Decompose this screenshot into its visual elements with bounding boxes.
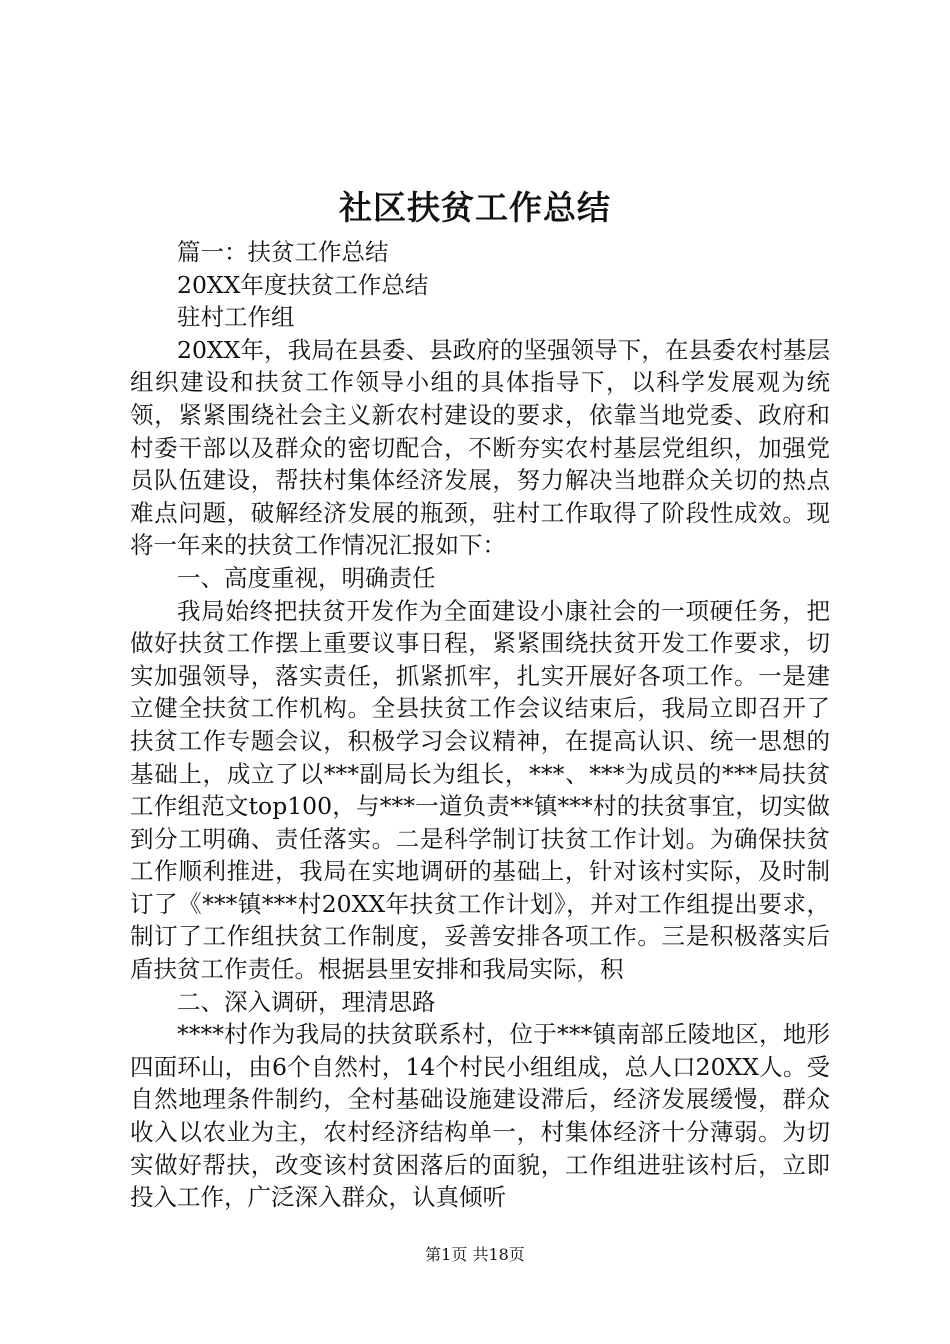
document-title: 社区扶贫工作总结 xyxy=(339,188,611,227)
document-body xyxy=(130,236,830,1214)
report-title: 20XX年度扶贫工作总结 xyxy=(177,270,429,299)
subheading-1: 一、高度重视，明确责任 xyxy=(177,563,436,592)
paragraph-2: ****村作为我局的扶贫联系村，位于***镇南部丘陵地区，地形四面环山，由6个自然村，14个村民小组组成，总人口20XX人。受自然地理条件制约，全村基础设施建设滞后，经济发展缓慢，群众收入以农业为主，农村经济结构单一，村集体经济十分薄弱。为切实做好帮扶，改变该村贫困落后的面貌，工作组进驻该村后，立即投入工作，广泛深入群众，认真倾听 xyxy=(130,1020,830,1212)
section-heading: 篇一：扶贫工作总结 xyxy=(177,238,389,266)
intro-paragraph: 20XX年，我局在县委、县政府的坚强领导下，在县委农村基层组织建设和扶贫工作领导小组的具体指导下，以科学发展观为统领，紧紧围绕社会主义新农村建设的要求，依靠当地党委、政府和村委干部以及群众的密切配合，不断夯实农村基层党组织，加强党员队伍建设，帮扶村集体经济发展，努力解决当地群众关切的热点难点问题，破解经济发展的瓶颈，驻村工作取得了阶段性成效。现将一年来的扶贫工作情况汇报如下： xyxy=(130,335,830,560)
author-line: 驻村工作组 xyxy=(177,303,295,332)
paragraph-1: 我局始终把扶贫开发作为全面建设小康社会的一项硬任务，把做好扶贫工作摆上重要议事日程，紧紧围绕扶贫开发工作要求，切实加强领导，落实责任，抓紧抓牢，扎实开展好各项工作。一是建立健全扶贫工作机构。全县扶贫工作会议结束后，我局立即召开了扶贫工作专题会议，积极学习会议精神，在提高认识、统一思想的基础上，成立了以***副局长为组长，***、***为成员的***局扶贫工作组范文top100，与***一道负责**镇***村的扶贫事宜，切实做到分工明确、责任落实。二是科学制订扶贫工作计划。为确保扶贫工作顺利推进，我局在实地调研的基础上，针对该村实际，及时制订了《***镇***村20XX年扶贫工作计划》，并对工作组提出要求，制订了工作组扶贫工作制度，妥善安排各项工作。三是积极落实后盾扶贫工作责任。根据县里安排和我局实际，积 xyxy=(130,596,830,984)
page-footer: 第1页 共18页 xyxy=(425,1245,525,1264)
subheading-2: 二、深入调研，理清思路 xyxy=(177,987,436,1016)
